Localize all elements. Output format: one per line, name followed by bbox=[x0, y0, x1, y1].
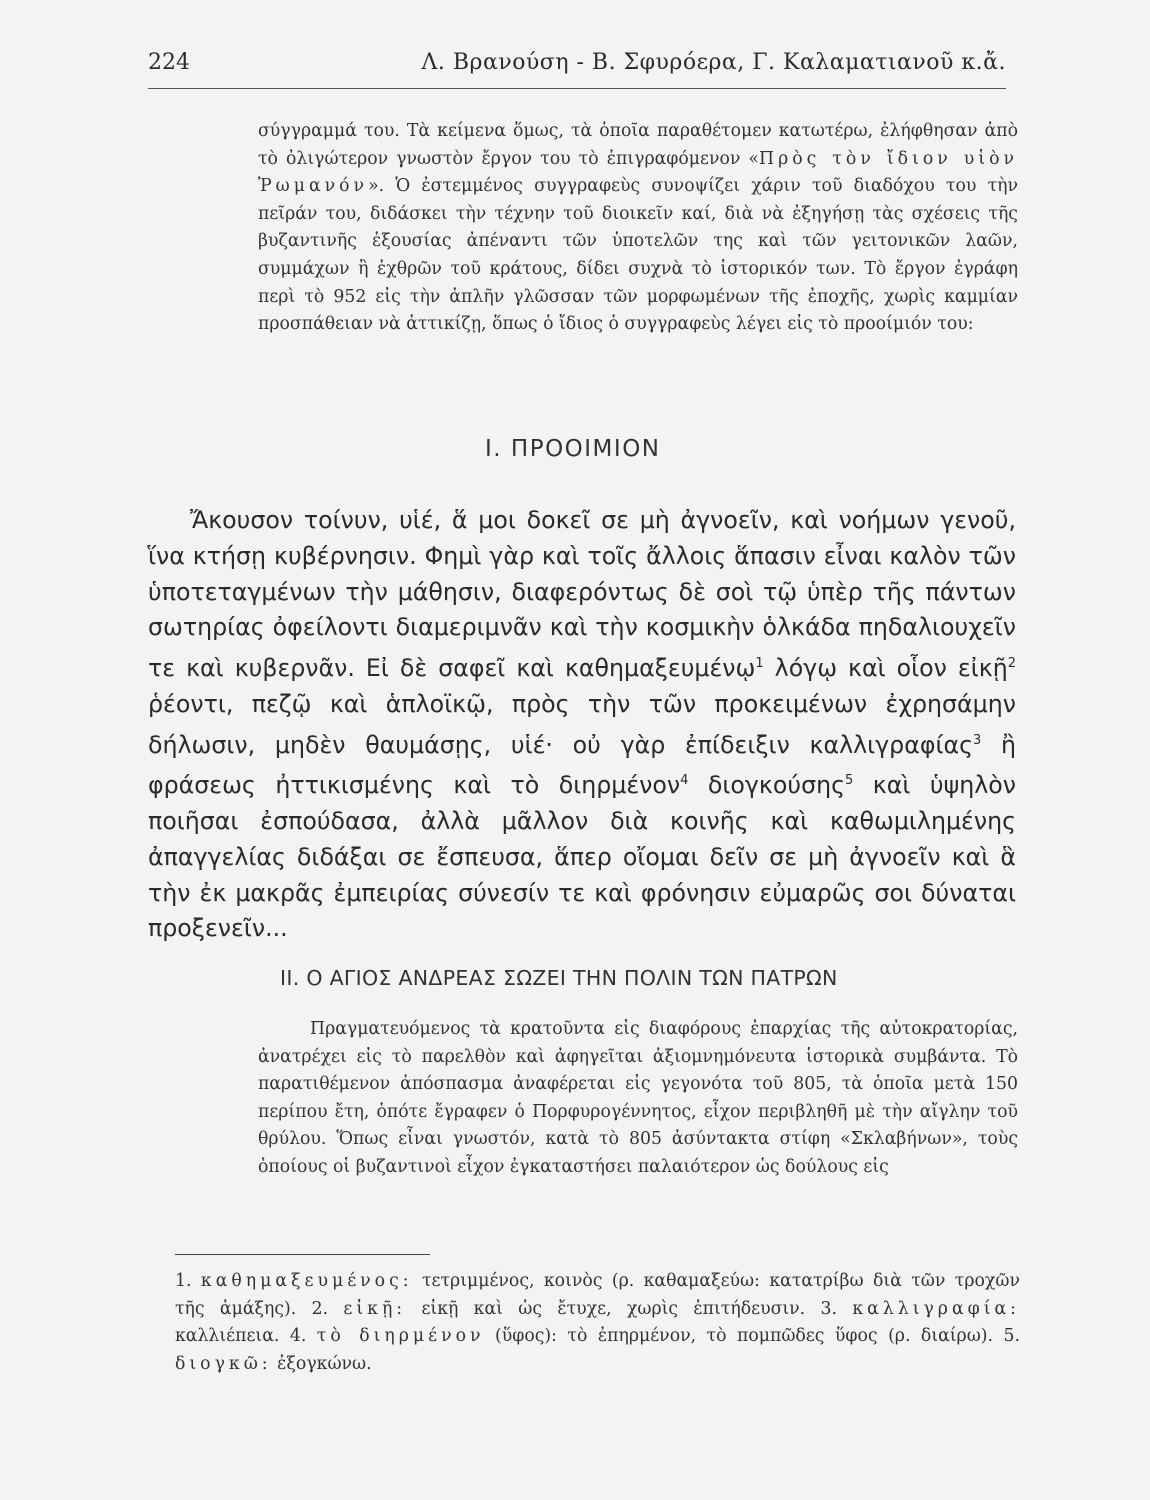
footnote-rule bbox=[175, 1254, 430, 1255]
footnote-5-text: ἐξογκώνω. bbox=[271, 1353, 372, 1374]
footnote-4-text: (ὕφος): τὸ ἐπηρμένον, τὸ πομπῶδες ὕφος (ρ. διαίρω). bbox=[484, 1326, 1004, 1347]
intro-text-2: ». Ὁ ἐστεμμένος συγγραφεὺς συνοψίζει χάριν τοῦ διαδόχου του τὴν πεῖράν του, διδάσκει τὴν τέχνην τοῦ διοικεῖν καί, διὰ νὰ ἐξηγήσῃ τὰς σχέσεις τῆς βυζαντινῆς ἐξουσίας ἀπέναντι τῶν ὑποτελῶν της καὶ τῶν γειτονικῶν λαῶν, συμμάχων ἢ ἐχθρῶν τοῦ κράτους, δίδει συχνὰ τὸ ἱστορικόν των. Τὸ ἔργον ἐγράφη περὶ τὸ 952 εἰς τὴν ἁπλῆν γλῶσσαν τῶν μορφωμένων τῆς ἐποχῆς, χωρὶς καμμίαν προσπάθειαν νὰ ἀττικίζῃ, ὅπως ὁ ἴδιος ὁ συγγραφεὺς λέγει εἰς τὸ προοίμιόν του: bbox=[258, 176, 1018, 335]
footnote-3-number: 3. bbox=[820, 1298, 837, 1319]
footnote-ref-1[interactable]: 1 bbox=[755, 656, 764, 672]
footnote-2-text: εἰκῇ καὶ ὡς ἔτυχε, χωρὶς ἐπιτήδευσιν. bbox=[406, 1298, 821, 1319]
footnote-ref-5[interactable]: 5 bbox=[845, 773, 854, 789]
footnote-ref-4[interactable]: 4 bbox=[680, 773, 689, 789]
section-heading-prooimion: Ι. ΠΡΟΟΙΜΙΟΝ bbox=[485, 436, 661, 462]
page-number: 224 bbox=[148, 50, 190, 75]
prooimion-text-6: καὶ ὑψηλὸν ποιῆσαι ἐσπούδασα, ἀλλὰ μᾶλλον διὰ κοινῆς καὶ καθωμιλημένης ἀπαγγελίας διδάξαι σε ἔσπευσα, ἅπερ οἴομαι δεῖν σε μὴ ἀγνοεῖν καὶ ἃ τὴν ἐκ μακρᾶς ἐμπειρίας σύνεσίν τε καὶ φρόνησιν εὐμαρῶς σοι δύναται προξενεῖν... bbox=[148, 771, 1016, 943]
prooimion-text-5: διογκούσης bbox=[688, 771, 846, 800]
footnote-5-term: διογκῶ: bbox=[175, 1353, 272, 1374]
intro-text-1: σύγγραμμά του. Τὰ κείμενα ὅμως, τὰ ὁποῖα παραθέτομεν κατωτέρω, ἐλήφθησαν ἀπὸ τὸ ὀλιγώτερον γνωστὸν ἔργον του τὸ ἐπιγραφόμενον « bbox=[258, 121, 1018, 169]
header-rule bbox=[148, 88, 1006, 89]
section2-text: Πραγματευόμενος τὰ κρατοῦντα εἰς διαφόρους ἐπαρχίας τῆς αὐτοκρατορίας, ἀνατρέχει εἰς τὸ παρελθὸν καὶ ἀφηγεῖται ἀξιομνημόνευτα ἱστορικὰ συμβάντα. Τὸ παρατιθέμενον ἀπόσπασμα ἀναφέρεται εἰς γεγονότα τοῦ 805, τὰ ὁποῖα μετὰ 150 περίπου ἔτη, ὁπότε ἔγραφεν ὁ Πορφυρογέννητος, εἶχον περιβληθῆ μὲ τὴν αἴγλην τοῦ θρύλου. Ὅπως εἶναι γνωστόν, κατὰ τὸ 805 ἀσύντακτα στίφη «Σκλαβήνων», τοὺς ὁποίους οἱ βυζαντινοὶ εἶχον ἐγκαταστήσει παλαιότερον ὡς δούλους εἰς bbox=[258, 1019, 1018, 1177]
prooimion-text-3: ῥέοντι, πεζῷ καὶ ἁπλοϊκῷ, πρὸς τὴν τῶν προκειμένων ἐχρησάμην δήλωσιν, μηδὲν θαυμάσῃς, υἱέ· οὐ γὰρ ἐπίδειξιν καλλιγραφίας bbox=[148, 689, 1016, 759]
prooimion-text-2: λόγῳ καὶ οἷον εἰκῇ bbox=[763, 654, 1008, 683]
footnote-1-term: καθημαξευμένος: bbox=[200, 1271, 413, 1291]
section-heading-saint-andrew: ΙΙ. Ο ΑΓΙΟΣ ΑΝΔΡΕΑΣ ΣΩΖΕΙ ΤΗΝ ΠΟΛΙΝ ΤΩΝ ΠΑΤΡΩΝ bbox=[280, 966, 838, 990]
work-title: Πρὸς τὸν ἴδιον υἱὸν Ῥωμανόν bbox=[258, 148, 1018, 197]
prooimion-text-4: ἢ φράσεως ἠττικισμένης καὶ τὸ διηρμένον bbox=[148, 730, 1016, 800]
page-header bbox=[148, 50, 1006, 90]
footnote-ref-2[interactable]: 2 bbox=[1007, 656, 1016, 672]
footnote-2-number: 2. bbox=[311, 1298, 329, 1319]
section2-paragraph bbox=[258, 1016, 1018, 1182]
intro-paragraph bbox=[258, 118, 1018, 339]
prooimion-text-1: Ἄκουσον τοίνυν, υἱέ, ἅ μοι δοκεῖ σε μὴ ἀγνοεῖν, καὶ νοήμων γενοῦ, ἵνα κτήσῃ κυβέρνησιν. Φημὶ γὰρ καὶ τοῖς ἄλλοις ἅπασιν εἶναι καλὸν τῶν ὑποτεταγμένων τὴν μάθησιν, διαφερόντως δὲ σοὶ τῷ ὑπὲρ τῆς πάντων σωτηρίας ὀφείλοντι διαμεριμνᾶν καὶ τὴν κοσμικὴν ὁλκάδα πηδαλιουχεῖν τε καὶ κυβερνᾶν. Εἰ δὲ σαφεῖ καὶ καθημαξευμένῳ bbox=[148, 506, 1016, 683]
footnote-5-number: 5. bbox=[1003, 1326, 1020, 1347]
footnote-ref-3[interactable]: 3 bbox=[972, 732, 982, 748]
footnote-3-text: καλλιέπεια. bbox=[175, 1326, 290, 1347]
footnotes bbox=[175, 1268, 1020, 1378]
running-head: Λ. Βρανούση - Β. Σφυρόερα, Γ. Καλαματιανοῦ κ.ἄ. bbox=[421, 50, 1006, 75]
footnote-3-term: καλλιγραφία: bbox=[852, 1298, 1020, 1319]
footnote-2-term: εἰκῇ: bbox=[343, 1298, 407, 1319]
prooimion-text bbox=[148, 503, 1016, 947]
footnote-1-text: τετριμμένος, κοινὸς (ρ. καθαμαξεύω: κατατρίβω διὰ τῶν τροχῶν τῆς ἁμάξης). bbox=[175, 1271, 1020, 1319]
footnote-1-number: 1. bbox=[175, 1271, 192, 1291]
footnote-4-term: τὸ διηρμένον bbox=[316, 1326, 485, 1347]
footnote-4-number: 4. bbox=[289, 1326, 307, 1347]
